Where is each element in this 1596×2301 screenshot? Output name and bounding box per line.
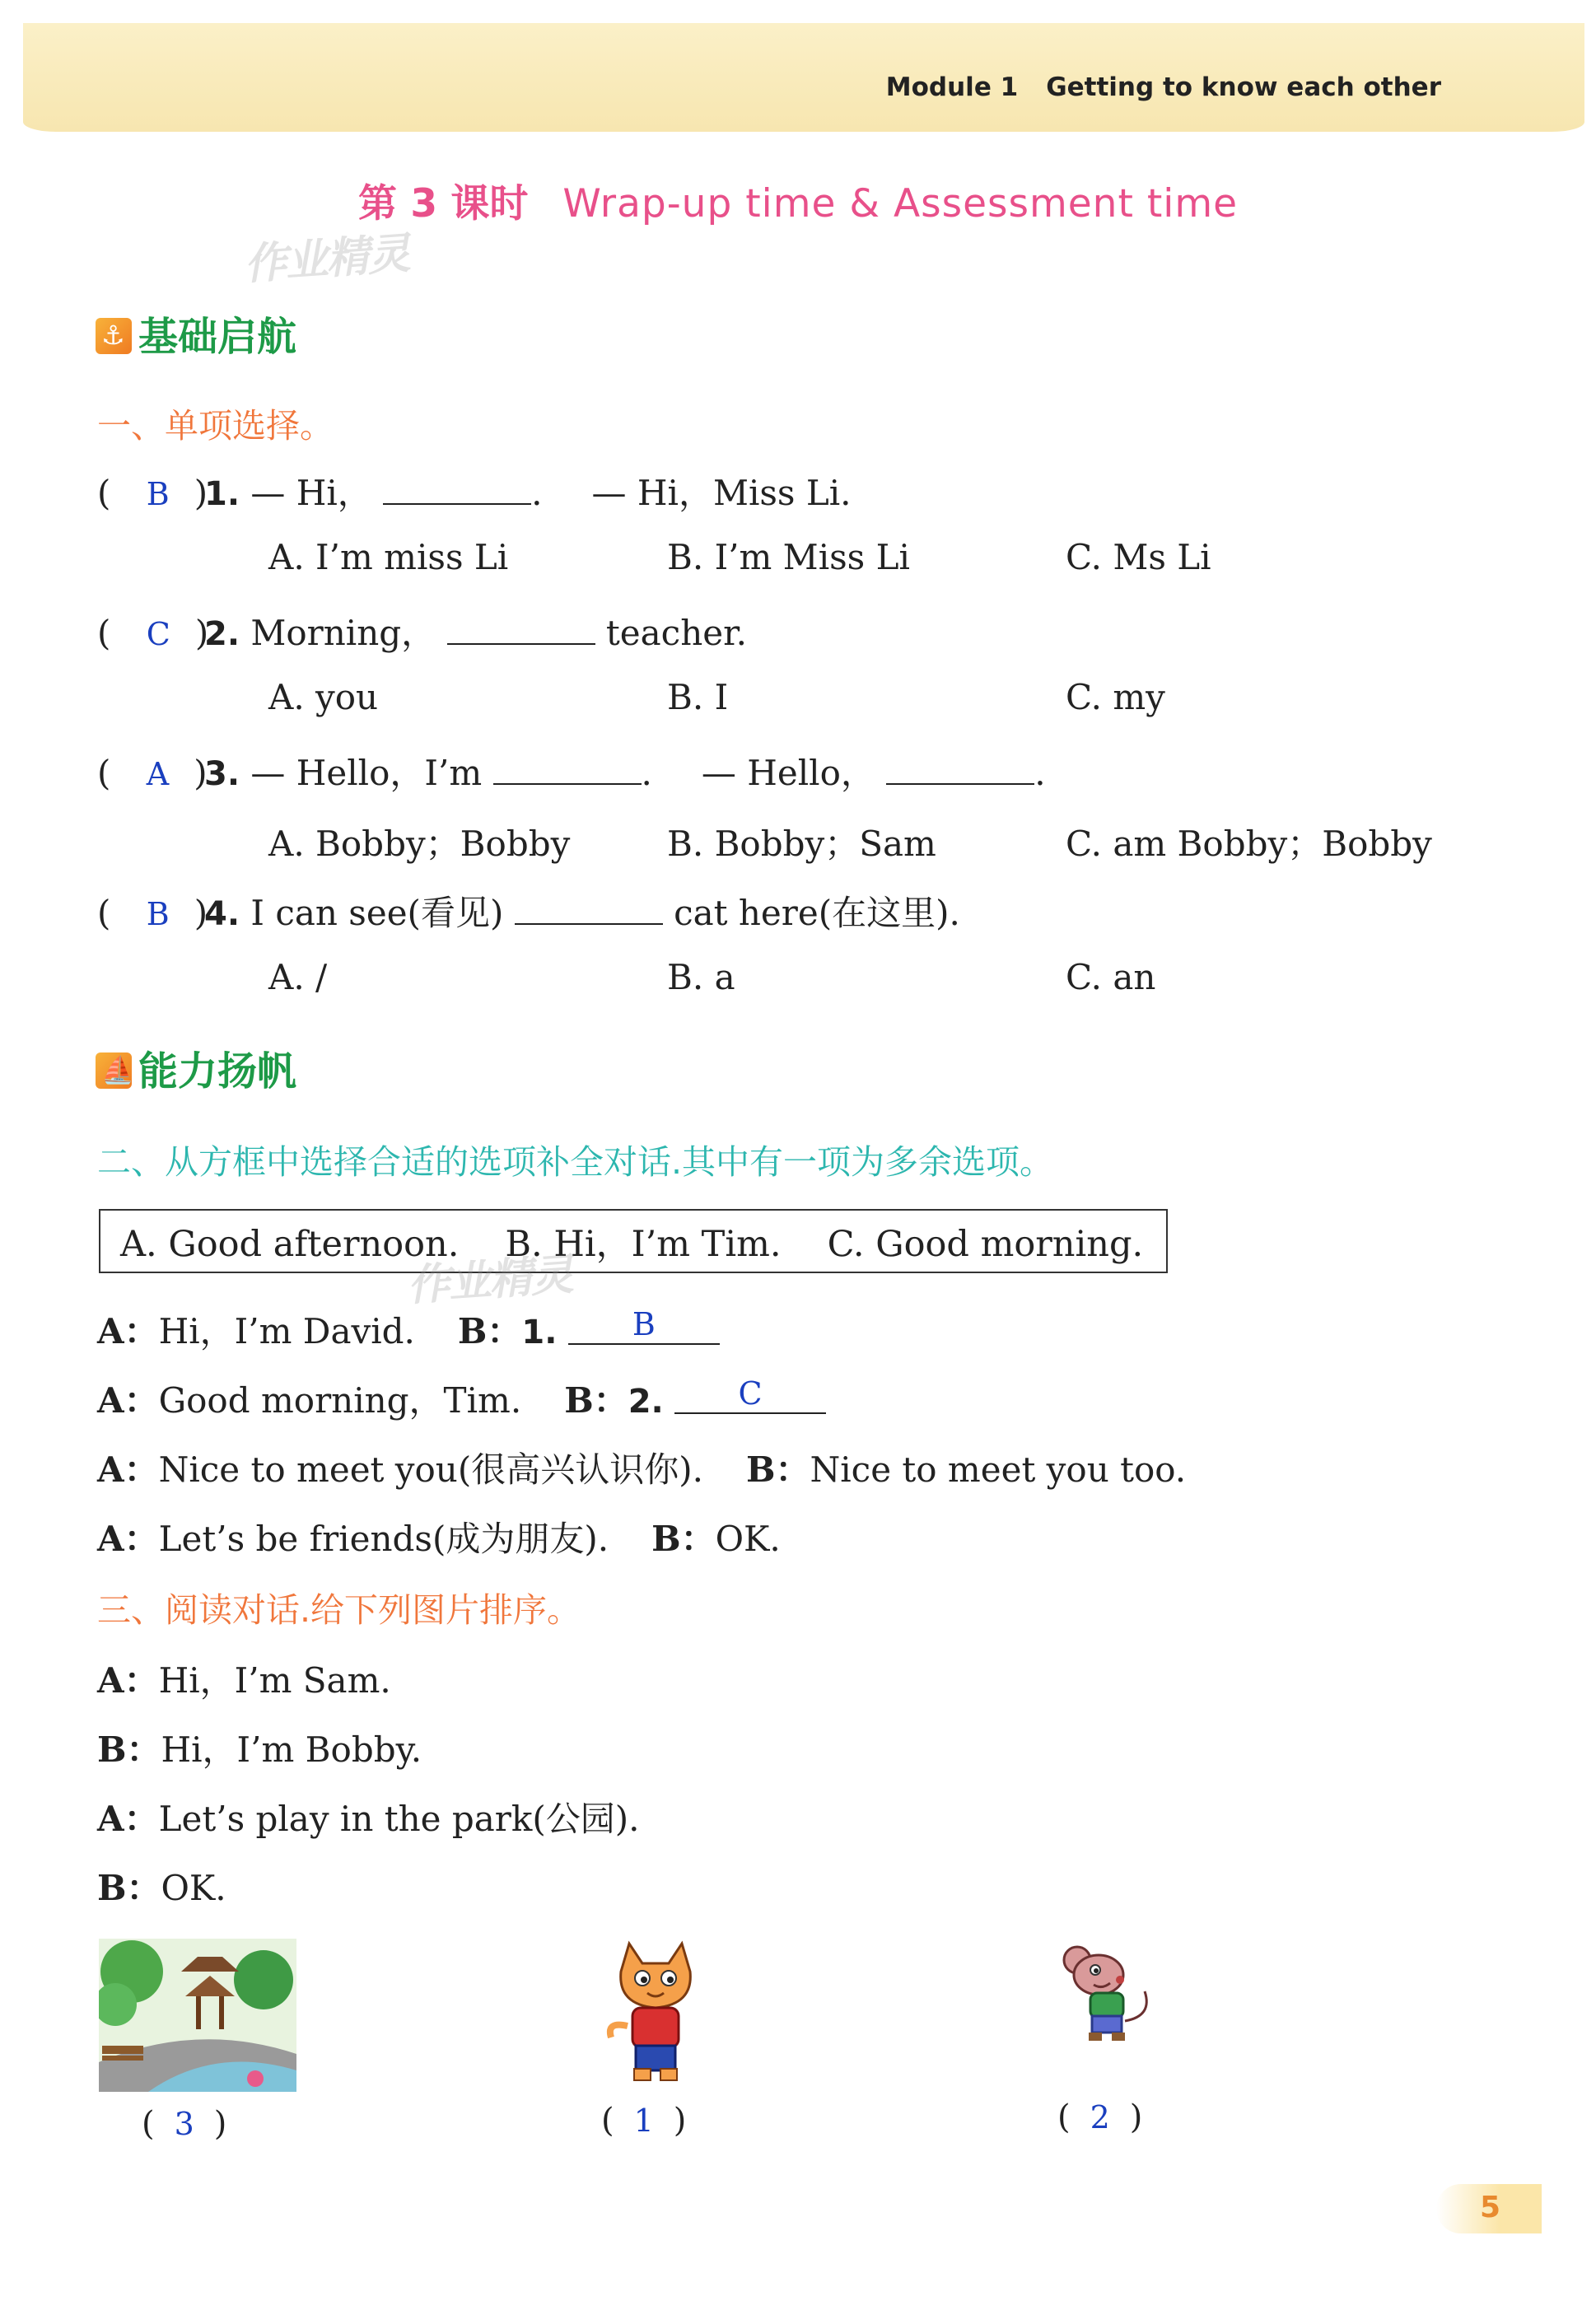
lesson-number: 第 3 课时: [357, 181, 529, 226]
section-heading-2: [96, 1039, 296, 1096]
part1-title: 一、单项选择。: [97, 406, 334, 446]
option[interactable]: C. Ms Li: [1066, 537, 1211, 577]
blank[interactable]: [447, 615, 595, 645]
question-4: ( B )4. I can see(看见) cat here(在这里).: [97, 893, 960, 933]
question-2: ( C )2. Morning， teacher.: [97, 613, 747, 653]
option[interactable]: B. I: [667, 677, 729, 717]
module-label: Module 1: [885, 72, 1019, 102]
watermark: 作业精灵: [405, 1250, 574, 1311]
option-box-content: [120, 1216, 1143, 1267]
picture-order-1: ( 3 ): [142, 2105, 227, 2143]
answer-blank-2[interactable]: C: [674, 1372, 826, 1414]
dialogue-line: A：Hi，I’m David. B：1. B: [97, 1305, 720, 1354]
sail-icon: ⛵: [96, 1052, 132, 1089]
question-1: ( B )1. — Hi， . — Hi，Miss Li.: [97, 473, 852, 513]
option[interactable]: C. an: [1066, 957, 1156, 997]
park-picture: [99, 1939, 296, 2092]
option[interactable]: A. you: [268, 677, 379, 717]
order-answer[interactable]: 3: [174, 2106, 194, 2142]
option[interactable]: A. I’m miss Li: [268, 537, 509, 577]
blank[interactable]: [515, 895, 663, 925]
answer-4: B: [146, 896, 170, 932]
option[interactable]: C. am Bobby；Bobby: [1066, 824, 1432, 864]
part2-title: 二、从方框中选择合适的选项补全对话.其中有一项为多余选项。: [97, 1142, 1054, 1182]
dialogue-line: A：Hi，I’m Sam.: [97, 1660, 391, 1701]
mouse-picture: [1062, 1942, 1168, 2047]
question-3: ( A )3. — Hello，I’m . — Hello， .: [97, 753, 1046, 793]
section-heading-1: [96, 305, 296, 362]
dialogue-line: A：Let’s be friends(成为朋友). B：OK.: [97, 1519, 781, 1559]
blank[interactable]: [383, 475, 531, 505]
answer-3: A: [146, 756, 170, 792]
blank[interactable]: [493, 755, 642, 785]
anchor-icon: ⚓: [96, 318, 132, 354]
lesson-title: [0, 173, 1596, 228]
running-header: [886, 72, 1441, 102]
order-answer[interactable]: 1: [633, 2103, 654, 2139]
page-number: 5: [1479, 2191, 1500, 2224]
answer-blank-1[interactable]: B: [568, 1303, 720, 1345]
watermark: 作业精灵: [242, 229, 411, 290]
option[interactable]: B. I’m Miss Li: [667, 537, 910, 577]
dialogue-line: A：Good morning，Tim. B：2. C: [97, 1374, 826, 1423]
option[interactable]: B. Bobby；Sam: [667, 824, 936, 864]
option[interactable]: A. Bobby；Bobby: [268, 824, 571, 864]
part3-title: 三、阅读对话.给下列图片排序。: [97, 1590, 581, 1630]
box-option: B. Hi，I’m Tim.: [505, 1224, 782, 1265]
picture-order-3: ( 2 ): [1057, 2098, 1143, 2136]
dialogue-line: A：Nice to meet you(很高兴认识你). B：Nice to meet you too.: [97, 1449, 1187, 1490]
option[interactable]: A. /: [268, 957, 328, 997]
module-title: Getting to know each other: [1046, 72, 1441, 102]
order-answer[interactable]: 2: [1090, 2099, 1110, 2135]
page-number-tab: [1436, 2184, 1542, 2233]
dialogue-line: B：Hi，I’m Bobby.: [97, 1729, 422, 1770]
dialogue-line: B：OK.: [97, 1868, 226, 1908]
option[interactable]: C. my: [1066, 677, 1165, 717]
lesson-name: Wrap-up time & Assessment time: [562, 181, 1239, 226]
dialogue-line: A：Let’s play in the park(公园).: [97, 1799, 640, 1839]
option[interactable]: B. a: [667, 957, 735, 997]
section-title: 能力扬帆: [138, 1048, 297, 1094]
picture-order-2: ( 1 ): [601, 2102, 687, 2140]
blank[interactable]: [886, 755, 1034, 785]
answer-2: C: [146, 616, 170, 652]
section-title: 基础启航: [138, 314, 297, 360]
cat-picture: [604, 1939, 707, 2089]
answer-1: B: [146, 476, 170, 512]
box-option: C. Good morning.: [827, 1224, 1144, 1265]
box-option: A. Good afternoon.: [120, 1224, 460, 1265]
